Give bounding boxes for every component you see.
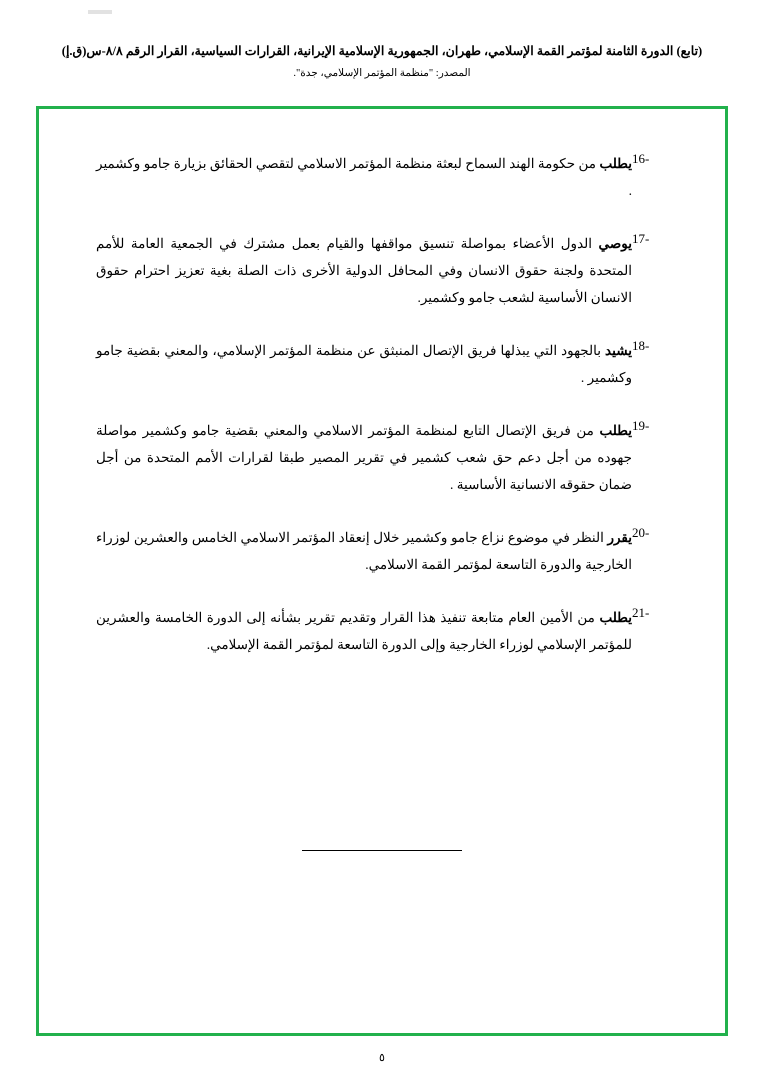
header-title: (تابع) الدورة الثامنة لمؤتمر القمة الإسلامي، طهران، الجمهورية الإسلامية الإيرانية، القرارات السياسية، القرار الرقم ٨/٨-س(ق.إ) [61, 44, 703, 58]
item-text [96, 604, 632, 658]
item-number: -19 [632, 418, 650, 433]
item-number: -17 [632, 231, 650, 246]
horizontal-rule [302, 850, 462, 851]
list-item [96, 150, 676, 204]
page-footer [0, 1051, 764, 1064]
item-text [96, 150, 632, 204]
item-text [96, 524, 632, 578]
item-body-text: من الأمين العام متابعة تنفيذ هذا القرار وتقديم تقرير بشأنه إلى الدورة الخامسة والعشرين للمؤتمر الإسلامي لوزراء الخارجية وإلى الدورة التاسعة لمؤتمر القمة الإسلامي. [96, 610, 632, 652]
item-number: -18 [632, 338, 650, 353]
item-body-text: النظر في موضوع نزاع جامو وكشمير خلال إنعقاد المؤتمر الاسلامي الخامس والعشرين لوزراء الخارجية والدورة التاسعة لمؤتمر القمة الاسلامي. [96, 530, 632, 572]
list-item [96, 417, 676, 498]
item-text [96, 337, 632, 391]
item-body-text: من حكومة الهند السماح لبعثة منظمة المؤتمر الاسلامي لتقصي الحقائق بزيارة جامو وكشمير . [96, 156, 632, 198]
scan-artifact [88, 10, 112, 14]
resolution-items-list [96, 150, 676, 684]
end-of-text-rule [0, 838, 764, 856]
item-body-text: من فريق الإتصال التابع لمنظمة المؤتمر الاسلامي والمعني بقضية جامو وكشمير مواصلة جهوده من أجل دعم حق شعب كشمير في تقرير المصير طبقا لقرارات الأمم المتحدة من أجل ضمان حقوقه الانسانية الأساسية . [96, 423, 632, 492]
item-number: -20 [632, 525, 650, 540]
item-text [96, 230, 632, 311]
item-body-text: بالجهود التي يبذلها فريق الإتصال المنبثق عن منظمة المؤتمر الإسلامي، والمعني بقضية جامو وكشمير . [96, 343, 632, 385]
item-verb: يوصي [598, 236, 632, 251]
item-verb: يشيد [605, 343, 632, 358]
item-number: -21 [632, 605, 650, 620]
header-source: المصدر: "منظمة المؤتمر الإسلامي، جدة". [293, 67, 471, 79]
document-header [0, 42, 764, 79]
item-verb: يطلب [599, 156, 632, 171]
item-verb: يقرر [607, 530, 632, 545]
item-text [96, 417, 632, 498]
item-body-text: الدول الأعضاء بمواصلة تنسيق مواقفها والقيام بعمل مشترك في الجمعية العامة للأمم المتحدة ولجنة حقوق الانسان وفي المحافل الدولية الأخرى ذات الصلة بغية تعزيز احترام حقوق الانسان الأساسية لشعب جامو وكشمير. [96, 236, 632, 305]
item-number: -16 [632, 151, 650, 166]
list-item [96, 604, 676, 658]
page-number: ٥ [379, 1052, 385, 1064]
list-item [96, 230, 676, 311]
item-verb: يطلب [599, 610, 632, 625]
item-verb: يطلب [599, 423, 632, 438]
list-item [96, 337, 676, 391]
list-item [96, 524, 676, 578]
